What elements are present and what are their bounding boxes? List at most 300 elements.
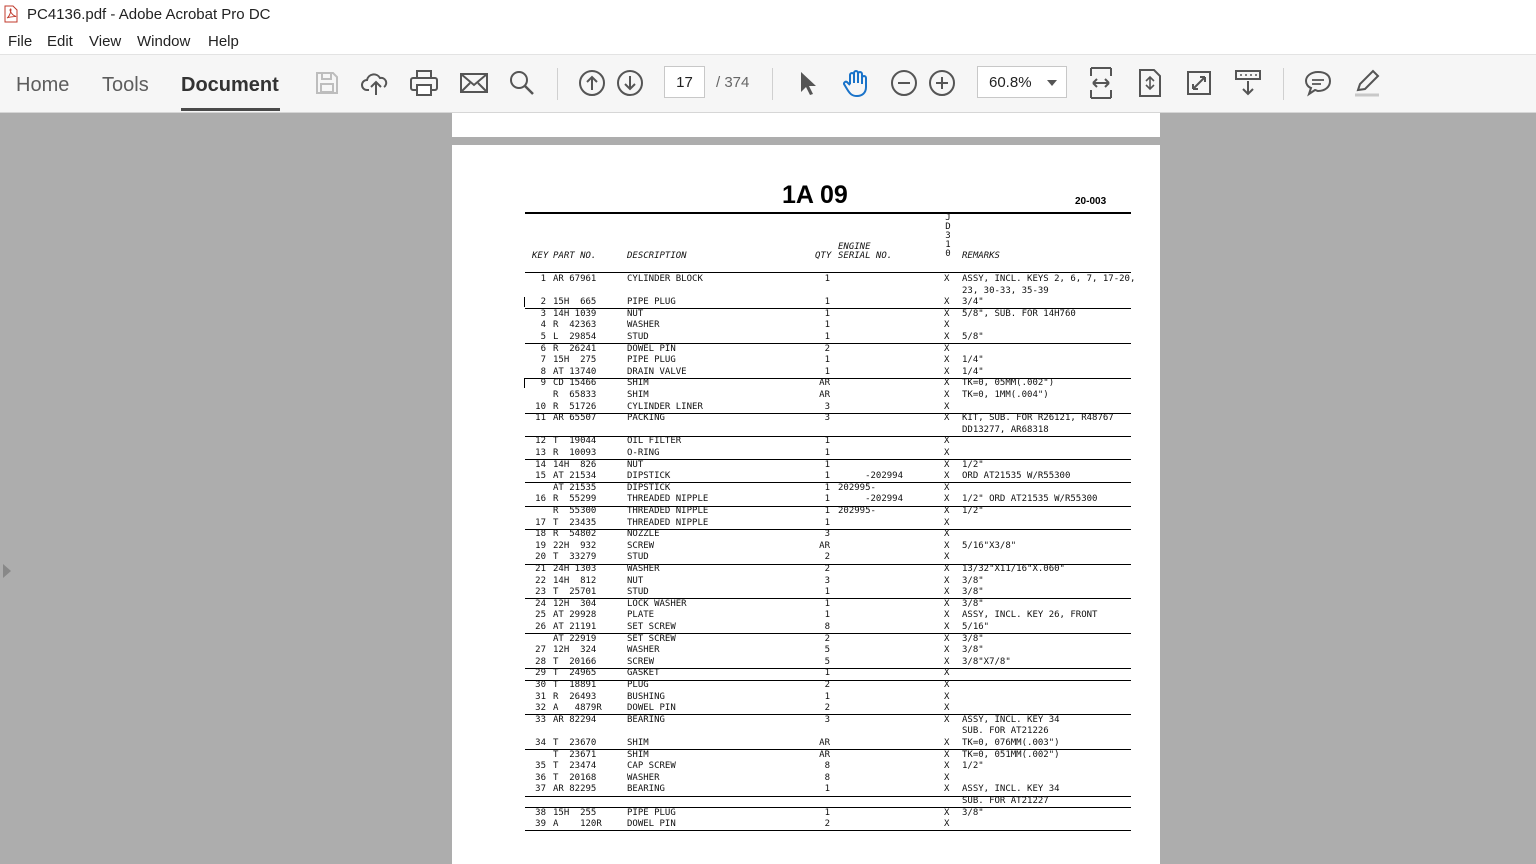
row-jd-mark: X [944,749,950,760]
arrow-up-circle-icon [578,69,606,97]
row-description: THREADED NIPPLE [627,494,709,505]
table-row [452,773,1160,784]
row-description: STUD [627,552,649,563]
row-qty: 1 [824,274,830,284]
cursor-arrow-icon [796,70,818,96]
row-remarks: DD13277, AR68318 [962,424,1049,435]
tab-home[interactable]: Home [16,74,70,96]
row-part-number: 14H 812 [553,575,597,586]
fit-width-button[interactable] [1085,67,1117,99]
row-key: 22 [535,575,546,586]
table-row [452,622,1160,633]
row-remarks: 5/8", SUB. FOR 14H760 [962,308,1076,319]
row-jd-mark: X [944,807,950,818]
row-jd-mark: X [944,355,950,366]
row-description: BEARING [627,714,665,725]
row-description: THREADED NIPPLE [627,506,709,516]
row-qty: 1 [824,471,830,482]
row-jd-mark: X [944,552,950,563]
row-description: NUT [627,308,644,319]
col-header-engine: ENGINE [838,242,871,252]
row-remarks: TK=0, 051MM(.002") [962,749,1060,760]
jd-column-header [944,214,952,259]
row-remarks: 1/2" [962,459,984,470]
row-description: STUD [627,587,649,598]
row-qty: AR [819,749,830,760]
row-key: 30 [535,680,546,690]
table-row [452,413,1160,424]
row-key: 31 [535,691,546,702]
col-header-key: KEY [532,251,549,261]
hand-tool-button[interactable] [840,67,872,99]
row-qty: 1 [824,332,830,342]
row-part-number: 12H 304 [553,598,597,609]
col-header-serial: SERIAL NO. [838,251,893,261]
table-row [452,645,1160,656]
row-part-number: 12H 324 [553,645,597,656]
previous-page-preview [452,113,1160,137]
row-part-number: T 23435 [553,517,597,528]
row-remarks: ASSY, INCL. KEY 34 [962,784,1060,795]
row-part-number: AT 21191 [553,622,597,632]
row-qty: 3 [824,529,830,540]
row-description: PACKING [627,413,665,424]
row-part-number: 15H 665 [553,297,597,308]
expand-icon [1186,70,1212,96]
table-row [452,529,1160,540]
row-part-number: 14H 1039 [553,308,597,319]
row-part-number: T 23670 [553,738,597,748]
row-part-number: 15H 255 [553,807,597,818]
page-code: 20-003 [1075,196,1107,207]
print-button[interactable] [408,67,440,99]
row-description: SCREW [627,656,655,667]
hand-icon [841,68,871,98]
row-part-number: T 24965 [553,668,597,679]
zoom-out-button[interactable] [888,67,920,99]
row-part-number: R 54802 [553,529,597,540]
row-remarks: ORD AT21535 W/R55300 [962,471,1071,482]
row-jd-mark: X [944,610,950,621]
row-qty: AR [819,378,830,389]
row-qty: 3 [824,413,830,424]
row-qty: 8 [824,772,830,783]
table-row [452,378,1160,389]
table-row [452,657,1160,668]
table-row [452,506,1160,517]
row-jd-mark: X [944,564,950,574]
row-part-number: R 55300 [553,506,597,516]
toolbar-separator [557,68,558,100]
row-remarks: TK=0, 05MM(.002") [962,378,1055,389]
row-qty: AR [819,390,830,400]
table-row [452,564,1160,575]
row-remarks: 13/32"X11/16"X.060" [962,564,1065,574]
row-key: 26 [535,622,546,632]
row-description: O-RING [627,448,660,458]
row-qty: 2 [824,680,830,690]
row-qty: 1 [824,598,830,609]
menu-help[interactable]: Help [208,33,239,50]
row-qty: 2 [824,703,830,714]
row-description: PIPE PLUG [627,807,676,818]
row-key: 20 [535,552,546,563]
row-remarks: TK=0, 076MM(.003") [962,738,1060,748]
table-row [452,320,1160,331]
row-qty: 1 [824,691,830,702]
row-description: CYLINDER LINER [627,401,703,412]
cloud-upload-button[interactable] [360,67,392,99]
row-rule [525,830,1131,831]
row-qty: 1 [824,436,830,447]
table-row [452,796,1160,807]
row-serial: 202995- [838,506,876,516]
row-remarks: 1/4" [962,366,984,377]
row-key: 33 [535,714,546,725]
col-header-remarks: REMARKS [962,251,1000,261]
table-row [452,483,1160,494]
left-pane-toggle-icon[interactable] [3,564,11,578]
row-key: 3 [540,308,546,319]
zoom-out-icon [890,69,918,97]
tab-document[interactable]: Document [181,74,279,96]
menu-window[interactable]: Window [137,33,191,50]
header-rule [525,212,1131,214]
row-key: 38 [535,807,546,818]
table-row [452,761,1160,772]
row-jd-mark: X [944,413,950,424]
select-tool-button[interactable] [791,67,823,99]
row-jd-mark: X [944,366,950,377]
comment-icon [1303,69,1333,97]
row-part-number: R 51726 [553,401,597,412]
row-jd-mark: X [944,506,950,516]
row-jd-mark: X [944,540,950,551]
row-qty: 1 [824,668,830,679]
page-number-input[interactable] [664,66,705,98]
row-key: 17 [535,517,546,528]
col-header-part: PART NO. [553,251,597,261]
full-screen-button[interactable] [1183,67,1215,99]
row-key: 10 [535,401,546,412]
table-row [452,286,1160,297]
row-qty: 2 [824,564,830,574]
tab-tools[interactable]: Tools [102,74,149,96]
row-part-number: AT 21535 [553,482,597,493]
change-bar [524,297,525,307]
row-jd-mark: X [944,598,950,609]
col-header-qty: QTY [815,251,832,261]
window-title: PC4136.pdf - Adobe Acrobat Pro DC [27,6,271,23]
row-description: CAP SCREW [627,761,676,772]
row-remarks: 3/8" [962,633,984,644]
table-row [452,541,1160,552]
row-key: 39 [535,819,546,830]
row-key: 13 [535,448,546,458]
row-qty: 2 [824,819,830,830]
row-jd-mark: X [944,656,950,667]
row-description: SHIM [627,378,649,389]
row-key: 25 [535,610,546,621]
table-row [452,297,1160,308]
row-remarks: 5/16" [962,622,990,632]
table-row [452,390,1160,401]
row-qty: 2 [824,552,830,563]
row-description: PLATE [627,610,655,621]
row-qty: AR [819,540,830,551]
row-part-number: 14H 826 [553,459,597,470]
page-total: / 374 [716,74,750,91]
row-key: 16 [535,494,546,505]
row-key: 36 [535,772,546,783]
row-description: THREADED NIPPLE [627,517,709,528]
arrow-down-circle-icon [616,69,644,97]
row-description: PIPE PLUG [627,355,676,366]
row-remarks: 1/2" ORD AT21535 W/R55300 [962,494,1098,505]
row-key: 28 [535,656,546,667]
row-description: GASKET [627,668,660,679]
row-key: 34 [535,738,546,748]
row-remarks: 5/16"X3/8" [962,540,1017,551]
table-row [452,726,1160,737]
highlight-button[interactable] [1351,67,1383,99]
zoom-level-value: 60.8% [989,74,1032,91]
row-jd-mark: X [944,308,950,319]
fit-page-button[interactable] [1134,67,1166,99]
row-description: DOWEL PIN [627,819,676,830]
row-part-number: R 26493 [553,691,597,702]
table-row [452,668,1160,679]
save-icon [314,70,340,96]
scroll-mode-icon [1234,69,1262,97]
row-jd-mark: X [944,668,950,679]
row-qty: 1 [824,459,830,470]
table-row [452,274,1160,285]
row-qty: 1 [824,587,830,598]
row-qty: 5 [824,645,830,656]
row-serial: 202995- [838,482,876,493]
table-row [452,715,1160,726]
table-row [452,355,1160,366]
row-description: WASHER [627,645,660,656]
row-jd-mark: X [944,401,950,412]
row-qty: 5 [824,656,830,667]
row-remarks: 3/8" [962,587,984,598]
row-qty: 1 [824,355,830,366]
row-jd-mark: X [944,691,950,702]
menu-file[interactable]: File [8,33,33,50]
next-page-button[interactable] [614,67,646,99]
row-part-number: R 10093 [553,448,597,458]
row-description: DOWEL PIN [627,703,676,714]
row-key: 29 [535,668,546,679]
row-jd-mark: X [944,274,950,284]
row-jd-mark: X [944,459,950,470]
row-key: 24 [535,598,546,609]
row-qty: 8 [824,761,830,772]
row-description: SHIM [627,738,649,748]
row-key: 27 [535,645,546,656]
zoom-level-dropdown[interactable] [977,66,1067,98]
row-part-number: T 23671 [553,749,597,760]
row-remarks: SUB. FOR AT21226 [962,726,1049,737]
row-part-number: T 19044 [553,436,597,447]
row-jd-mark: X [944,482,950,493]
menu-view[interactable]: View [89,33,122,50]
row-remarks: TK=0, 1MM(.004") [962,390,1049,400]
print-icon [409,69,439,97]
fit-page-icon [1137,68,1163,98]
row-jd-mark: X [944,680,950,690]
row-remarks: ASSY, INCL. KEY 26, FRONT [962,610,1098,621]
row-qty: 1 [824,494,830,505]
row-qty: 1 [824,308,830,319]
row-part-number: T 20168 [553,772,597,783]
row-description: SHIM [627,749,649,760]
table-row [452,448,1160,459]
row-remarks: 23, 30-33, 35-39 [962,285,1049,296]
row-jd-mark: X [944,714,950,725]
jd-header-char: D [945,222,951,232]
menu-edit[interactable]: Edit [47,33,73,50]
row-part-number: R 42363 [553,320,597,331]
menu-bar [0,30,1536,55]
email-button[interactable] [458,67,490,99]
toolbar [0,55,1536,113]
table-row [452,309,1160,320]
row-description: DIPSTICK [627,471,671,482]
row-qty: 3 [824,401,830,412]
row-part-number: T 20166 [553,656,597,667]
jd-header-char: 3 [945,231,951,241]
row-key: 32 [535,703,546,714]
row-key: 15 [535,471,546,482]
column-header-rule [525,272,1131,273]
row-description: SET SCREW [627,633,676,644]
row-jd-mark: X [944,703,950,714]
table-row [452,332,1160,343]
row-part-number: R 65833 [553,390,597,400]
row-qty: AR [819,738,830,748]
row-description: WASHER [627,320,660,331]
row-jd-mark: X [944,622,950,632]
table-row [452,680,1160,691]
row-remarks: 1/2" [962,506,984,516]
save-button[interactable] [311,67,343,99]
row-part-number: AR 65507 [553,413,597,424]
row-part-number: T 18891 [553,680,597,690]
table-row [452,576,1160,587]
table-row [452,471,1160,482]
row-description: NUT [627,575,644,586]
row-description: CYLINDER BLOCK [627,274,703,284]
search-icon [508,69,536,97]
table-row [452,344,1160,355]
chevron-down-icon [1047,80,1057,86]
row-description: WASHER [627,564,660,574]
scroll-mode-button[interactable] [1232,67,1264,99]
row-key: 11 [535,413,546,424]
row-key: 35 [535,761,546,772]
row-jd-mark: X [944,320,950,331]
row-qty: 2 [824,343,830,354]
row-jd-mark: X [944,332,950,342]
row-jd-mark: X [944,819,950,830]
row-description: NOZZLE [627,529,660,540]
row-jd-mark: X [944,471,950,482]
row-qty: 3 [824,714,830,725]
row-jd-mark: X [944,761,950,772]
jd-header-char: 1 [945,240,951,250]
fit-width-icon [1087,66,1115,100]
row-part-number: L 29854 [553,332,597,342]
pen-icon [1352,68,1382,98]
row-key: 5 [540,332,546,342]
toolbar-separator [1283,68,1284,100]
row-description: NUT [627,459,644,470]
row-jd-mark: X [944,772,950,783]
row-key: 7 [540,355,546,366]
row-key: 1 [540,274,546,284]
row-remarks: ASSY, INCL. KEY 34 [962,714,1060,725]
row-qty: 1 [824,482,830,493]
jd-header-char: J [945,213,951,223]
table-row [452,599,1160,610]
envelope-icon [459,71,489,95]
row-part-number: A 4879R [553,703,602,714]
toolbar-separator [772,68,773,100]
row-part-number: T 25701 [553,587,597,598]
previous-page-button[interactable] [576,67,608,99]
row-description: WASHER [627,772,660,783]
row-description: DOWEL PIN [627,343,676,354]
row-key: 21 [535,564,546,574]
pdf-file-icon [4,5,18,23]
row-key: 14 [535,459,546,470]
row-jd-mark: X [944,633,950,644]
row-jd-mark: X [944,494,950,505]
row-jd-mark: X [944,297,950,308]
table-row [452,703,1160,714]
row-remarks: 3/8" [962,807,984,818]
zoom-in-button[interactable] [926,67,958,99]
row-serial: -202994 [838,471,904,482]
search-button[interactable] [506,67,538,99]
row-jd-mark: X [944,529,950,540]
row-qty: 1 [824,517,830,528]
row-key: 6 [540,343,546,354]
row-key: 2 [540,297,546,308]
row-description: BEARING [627,784,665,795]
row-key: 18 [535,529,546,540]
row-part-number: AT 13740 [553,366,597,377]
row-qty: 2 [824,633,830,644]
change-bar [524,378,525,388]
comment-button[interactable] [1302,67,1334,99]
row-qty: 1 [824,297,830,308]
page-title: 1A 09 [782,181,848,209]
table-row [452,610,1160,621]
row-description: SET SCREW [627,622,676,632]
row-part-number: 24H 1303 [553,564,597,574]
row-jd-mark: X [944,378,950,389]
row-part-number: R 55299 [553,494,597,505]
table-row [452,494,1160,505]
row-description: SHIM [627,390,649,400]
row-remarks: 1/4" [962,355,984,366]
row-jd-mark: X [944,738,950,748]
row-serial: -202994 [838,494,904,505]
